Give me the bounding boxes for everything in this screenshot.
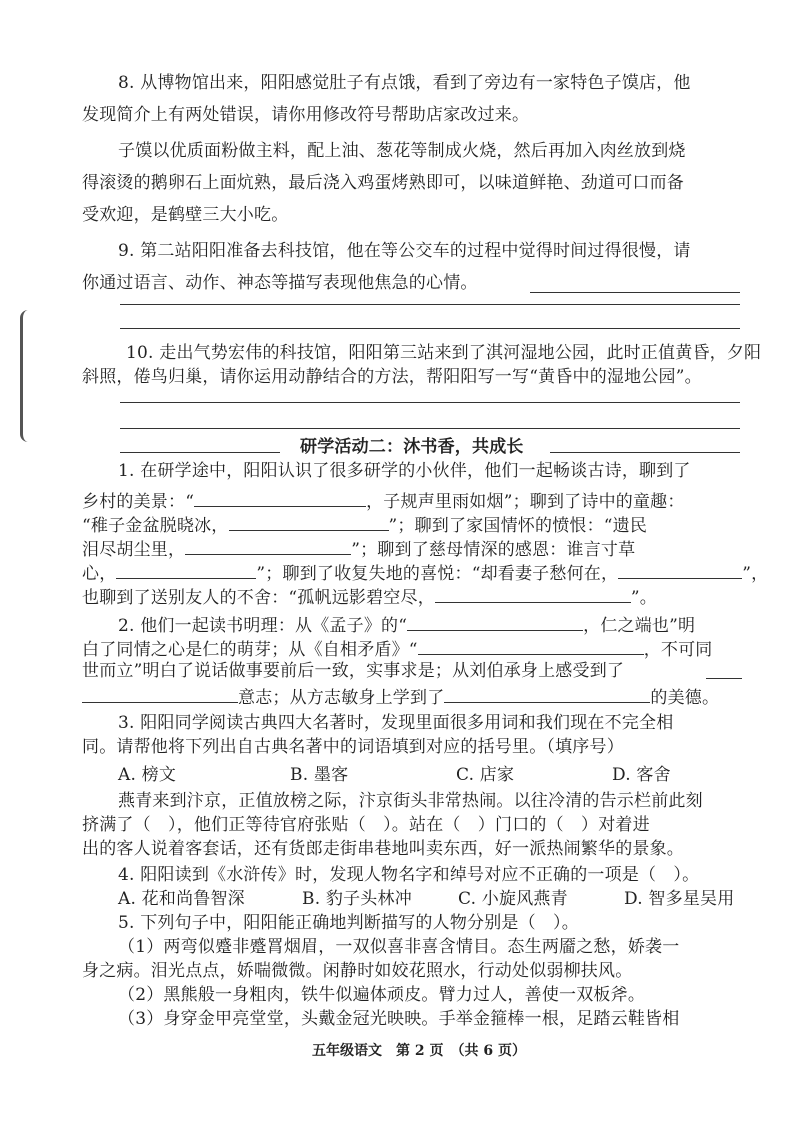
q8-text-3: 受欢迎，是鹤壁三大小吃。 [82,205,289,225]
q9-line1: 9. 第二站阳阳准备去科技馆，他在等公交车的过程中觉得时间过得很慢，请 [118,241,691,261]
s1-line5-text-b: ”；聊到了收复失地的喜悦：“却看妻子愁何在， [256,564,619,584]
s5-item2: （2）黑熊般一身粗肉，铁牛似遍体顽皮。臂力过人，善使一双板斧。 [118,985,646,1005]
blank-contradiction[interactable] [418,636,644,655]
q8-line1: 8. 从博物馆出来，阳阳感觉肚子有点饿，看到了旁边有一家特色子馍店，他 [118,73,691,93]
s4-option-d[interactable]: D. 智多星吴用 [624,889,735,909]
s5-item1-b: 身之病。泪光点点，娇喘微微。闲静时如姣花照水，行动处似弱柳扶风。 [82,961,633,981]
s1-line6-text-a: 也聊到了送别友人的不舍：“孤帆远影碧空尽， [82,588,435,608]
q9-line2: 你通过语言、动作、神态等描写表现他焦急的心情。 [82,273,478,293]
s4-option-a[interactable]: A. 花和尚鲁智深 [118,889,245,909]
blank-fang-zhimin[interactable] [444,684,650,703]
s3-option-c: C. 店家 [456,765,515,785]
s1-line4-text-b: ”；聊到了慈母情深的感恩：谁言寸草 [351,540,636,560]
q10-line1: 10. 走出气势宏伟的科技馆，阳阳第三站来到了淇河湿地公园，此时正值黄昏，夕阳 [126,343,762,363]
s3-passage-1: 燕青来到汴京，正值放榜之际，汴京街头非常热闹。以往冷清的告示栏前此刻 [118,791,703,811]
section-2-title: 研学活动二：沐书香，共成长 [300,437,524,457]
blank-poem-6[interactable] [435,584,631,603]
s2-line2-text-b: ，不可同 [643,640,713,660]
s2-line1-text-a: 2. 他们一起读书明理：从《孟子》的“ [118,616,408,636]
q8-text-2: 得滚烫的鹅卵石上面炕熟，最后浇入鸡蛋烤熟即可，以味道鲜艳、劲道可口而备 [82,173,684,193]
s2-line1 [118,612,695,637]
s2-line3: 世而立”明白了说话做事要前后一致，实事求是；从刘伯承身上感受到了 [82,661,625,681]
blank-poem-4[interactable] [116,560,256,579]
s2-line1-text-b: ，仁之端也”明 [583,616,696,636]
s3-passage-3: 出的客人说着客套话，还有货郎走街串巷地叫卖东西，好一派热闹繁华的景象。 [82,839,684,859]
s1-line5-text-a: 心， [82,564,117,584]
s1-line1: 1. 在研学途中，阳阳认识了很多研学的小伙伴，他们一起畅谈古诗，聊到了 [118,461,691,481]
s1-line3-text-b: ”；聊到了家国情怀的愤恨：“遗民 [388,516,648,536]
q9-answer-line-1[interactable] [530,292,740,293]
s5-item1-a: （1）两弯似蹙非蹙罥烟眉，一双似喜非喜含情目。态生两靥之愁，娇袭一 [118,937,680,957]
s1-line5-text-c: ”， [742,564,769,584]
page-footer: 五年级语文 第 2 页 （共 6 页） [312,1043,526,1059]
s2-line4-text-b: 的美德。 [650,688,720,708]
section-title-rule-left [120,452,280,453]
s2-line2-text-a: 白了同情之心是仁的萌芽；从《自相矛盾》“ [82,640,418,660]
blank-mencius[interactable] [407,612,583,631]
s3-line1: 3. 阳阳同学阅读古典四大名著时，发现里面很多用词和我们现在不完全相 [118,713,674,733]
blank-poem-1[interactable] [194,488,366,507]
s3-line2: 同。请帮他将下列出自古典名著中的词语填到对应的括号里。（填序号） [82,737,624,757]
s5-item3: （3）身穿金甲亮堂堂，头戴金冠光映映。手举金箍棒一根，足踏云鞋皆相 [118,1009,680,1029]
s1-line2 [82,488,685,513]
s3-option-a: A. 榜文 [118,765,177,785]
binding-mark [20,310,33,442]
s1-line4 [82,536,635,561]
blank-poem-2[interactable] [229,512,389,531]
q10-answer-line-2[interactable] [120,428,740,429]
s2-line2 [82,636,713,661]
q8-text-1: 子馍以优质面粉做主料，配上油、葱花等制成火烧，然后再加入肉丝放到烧 [118,141,686,161]
s3-option-b: B. 墨客 [290,765,349,785]
q10-answer-line-1[interactable] [120,402,740,403]
blank-liu-bocheng-start[interactable] [706,678,742,679]
blank-poem-3[interactable] [185,536,351,555]
s1-line6 [82,584,657,609]
s1-line6-text-b: ”。 [630,588,657,608]
q10-line2: 斜照，倦鸟归巢，请你运用动静结合的方法，帮阳阳写一写“黄昏中的湿地公园”。 [82,367,702,387]
s3-passage-2[interactable]: 挤满了（ ），他们正等待官府张贴（ ）。站在（ ）门口的（ ）对着进 [82,815,650,835]
s2-line4-text-a: 意志；从方志敏身上学到了 [238,688,445,708]
blank-liu-bocheng[interactable] [82,684,238,703]
q9-answer-line-2[interactable] [120,304,740,305]
s5-line1: 5. 下列句子中，阳阳能正确地判断描写的人物分别是（ ）。 [118,913,579,933]
s1-line2-text-b: ，子规声里雨如烟”；聊到了诗中的童趣： [366,492,685,512]
section-title-rule-right [550,452,740,453]
s3-option-d: D. 客舍 [612,765,671,785]
s1-line2-text-a: 乡村的美景：“ [82,492,195,512]
s1-line3-text-a: “稚子金盆脱晓冰， [82,516,229,536]
blank-poem-5[interactable] [618,560,742,579]
q9-answer-line-3[interactable] [120,328,740,329]
s4-option-b[interactable]: B. 豹子头林冲 [302,889,412,909]
s4-option-c[interactable]: C. 小旋风燕青 [458,889,568,909]
s1-line4-text-a: 泪尽胡尘里， [82,540,186,560]
s2-line4 [82,684,719,709]
q8-line2: 发现简介上有两处错误，请你用修改符号帮助店家改过来。 [82,105,530,125]
s1-line3 [82,512,647,537]
s4-line1: 4. 阳阳读到《水浒传》时，发现人物名字和绰号对应不正确的一项是（ ）。 [118,865,700,885]
s1-line5 [82,560,768,585]
